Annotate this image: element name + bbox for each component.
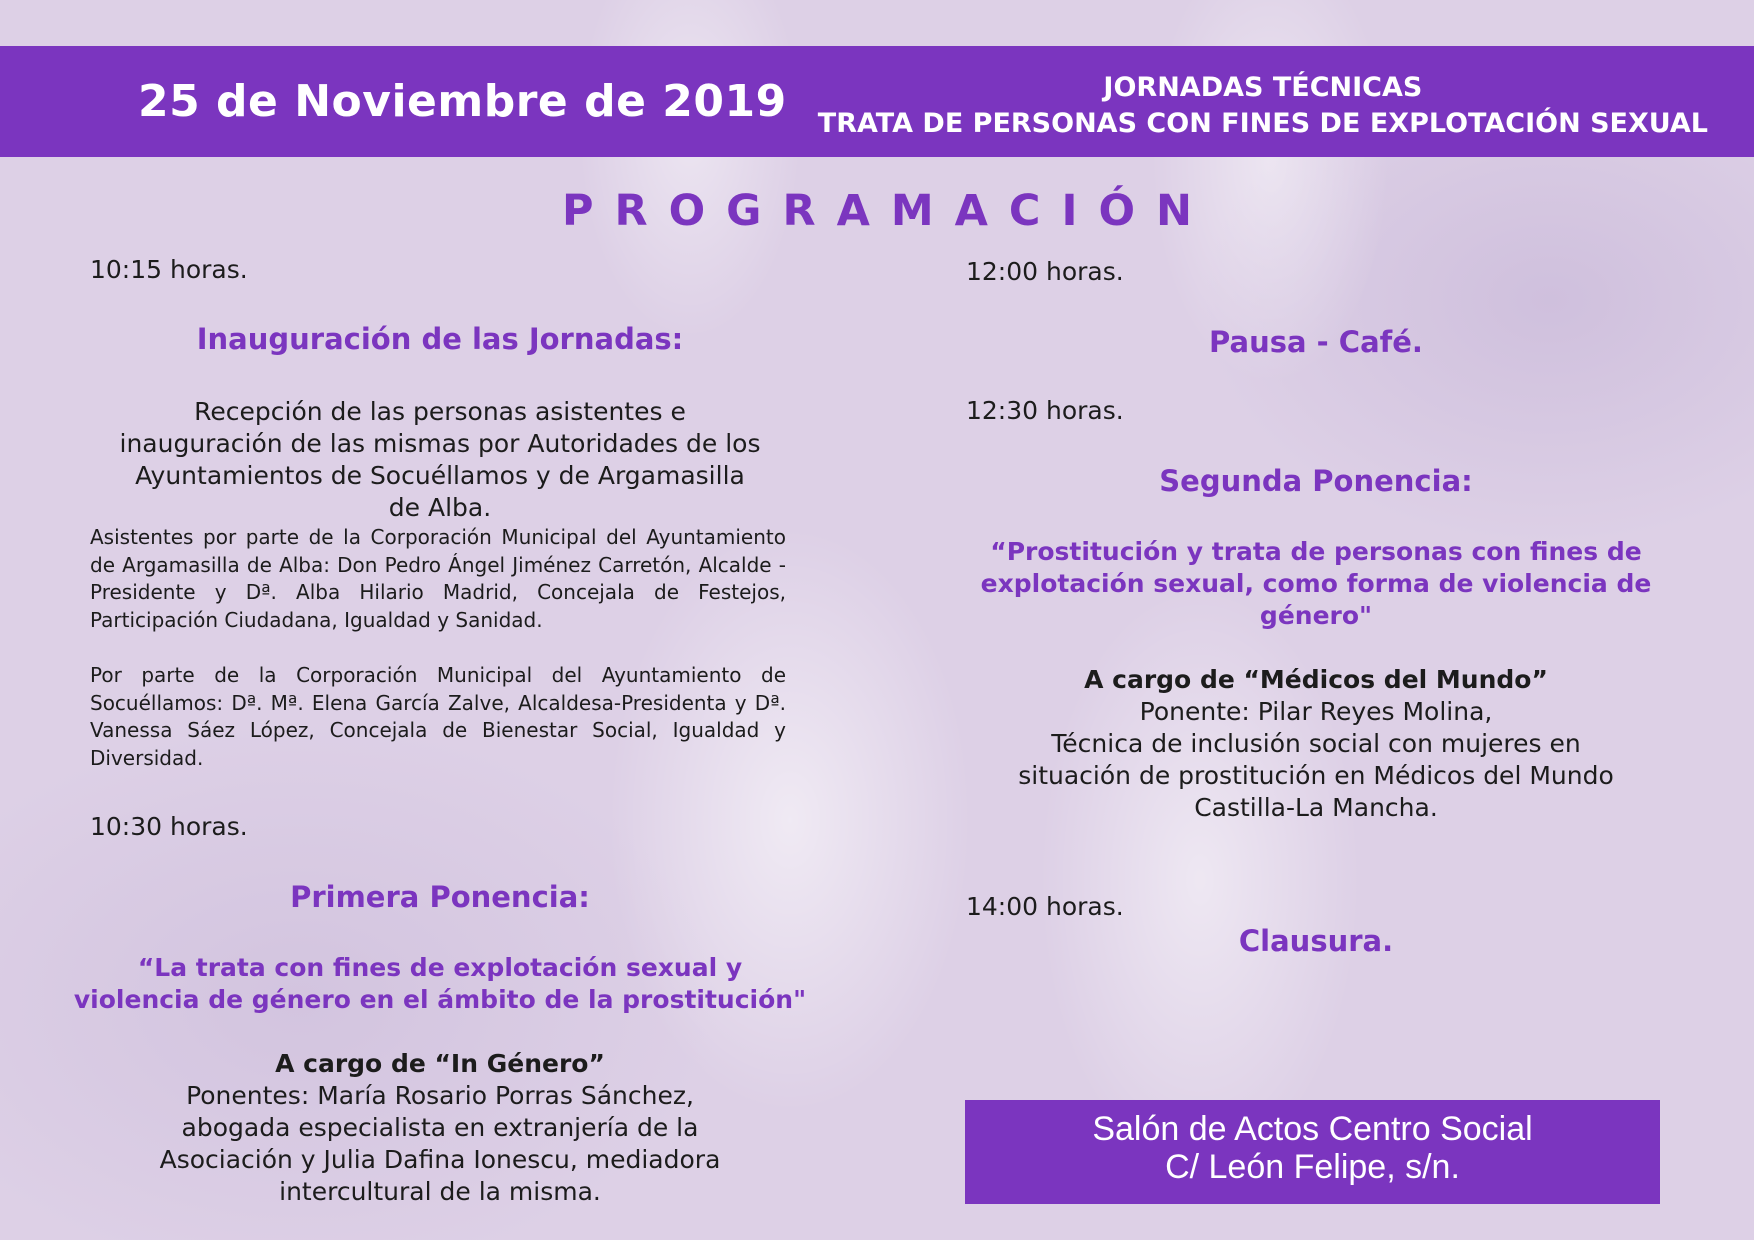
time-1400: 14:00 horas. [966, 892, 1124, 921]
venue-box [965, 1100, 1660, 1204]
time-1015: 10:15 horas. [90, 255, 248, 284]
venue-address: C/ León Felipe, s/n. [1165, 1148, 1460, 1186]
talk-organizer: A cargo de “Médicos del Mundo” [1084, 665, 1548, 694]
speaker-line: Ponente: Pilar Reyes Molina, [1139, 697, 1493, 726]
desc-line: inauguración de las mismas por Autoridades de los [119, 429, 761, 458]
heading-closing: Clausura. [1238, 924, 1394, 958]
event-title [818, 70, 1708, 142]
first-talk-speakers [90, 1048, 790, 1208]
speaker-line: Técnica de inclusión social con mujeres en [1051, 729, 1581, 758]
first-talk-title [70, 952, 810, 1016]
attendees-argamasilla: Asistentes por parte de la Corporación Municipal del Ayuntamiento de Argamasilla de Alba: Don Pedro Ángel Jiménez Carretón, Alcalde - Presidente y Dª. Alba Hilario Madrid, Concejala de Festejos, Participación Ciudadana, Igualdad y Sanidad. [90, 525, 786, 632]
speaker-line: intercultural de la misma. [279, 1177, 601, 1206]
talk-title-line: violencia de género en el ámbito de la prostitución" [73, 985, 807, 1014]
desc-line: Ayuntamientos de Socuéllamos y de Argamasilla [135, 461, 745, 490]
speaker-line: Ponentes: María Rosario Porras Sánchez, [186, 1081, 694, 1110]
attendees-socuellamos: Por parte de la Corporación Municipal del Ayuntamiento de Socuéllamos: Dª. Mª. Elena García Zalve, Alcaldesa-Presidenta y Dª. Vanessa Sáez López, Concejala de Bienestar Social, Igualdad y Diversidad. [90, 663, 786, 770]
talk-title-line: “La trata con fines de explotación sexual y [137, 953, 743, 982]
heading-second-talk: Segunda Ponencia: [1159, 464, 1473, 498]
desc-line: Recepción de las personas asistentes e [194, 397, 686, 426]
desc-line: de Alba. [388, 493, 492, 522]
second-talk-speakers [966, 664, 1666, 824]
speaker-line: Castilla-La Mancha. [1194, 793, 1438, 822]
program-title: PROGRAMACIÓN [561, 186, 1214, 236]
time-1230: 12:30 horas. [966, 396, 1124, 425]
event-title-line2: TRATA DE PERSONAS CON FINES DE EXPLOTACIÓN SEXUAL [817, 108, 1708, 139]
speaker-line: situación de prostitución en Médicos del Mundo [1018, 761, 1614, 790]
heading-inauguration: Inauguración de las Jornadas: [196, 322, 684, 356]
time-1030: 10:30 horas. [90, 812, 248, 841]
talk-title-line: género" [1259, 601, 1373, 630]
inauguration-description [90, 396, 790, 524]
heading-first-talk: Primera Ponencia: [290, 880, 590, 914]
event-date: 25 de Noviembre de 2019 [138, 76, 787, 127]
time-1200: 12:00 horas. [966, 257, 1124, 286]
talk-title-line: explotación sexual, como forma de violencia de [980, 569, 1652, 598]
event-title-line1: JORNADAS TÉCNICAS [1103, 72, 1423, 103]
second-talk-title [966, 536, 1666, 632]
venue-name: Salón de Actos Centro Social [1092, 1110, 1533, 1148]
talk-title-line: “Prostitución y trata de personas con fines de [990, 537, 1642, 566]
speaker-line: abogada especialista en extranjería de la [181, 1113, 699, 1142]
heading-coffee-break: Pausa - Café. [1209, 325, 1423, 359]
speaker-line: Asociación y Julia Dafina Ionescu, mediadora [159, 1145, 721, 1174]
talk-organizer: A cargo de “In Género” [275, 1049, 605, 1078]
